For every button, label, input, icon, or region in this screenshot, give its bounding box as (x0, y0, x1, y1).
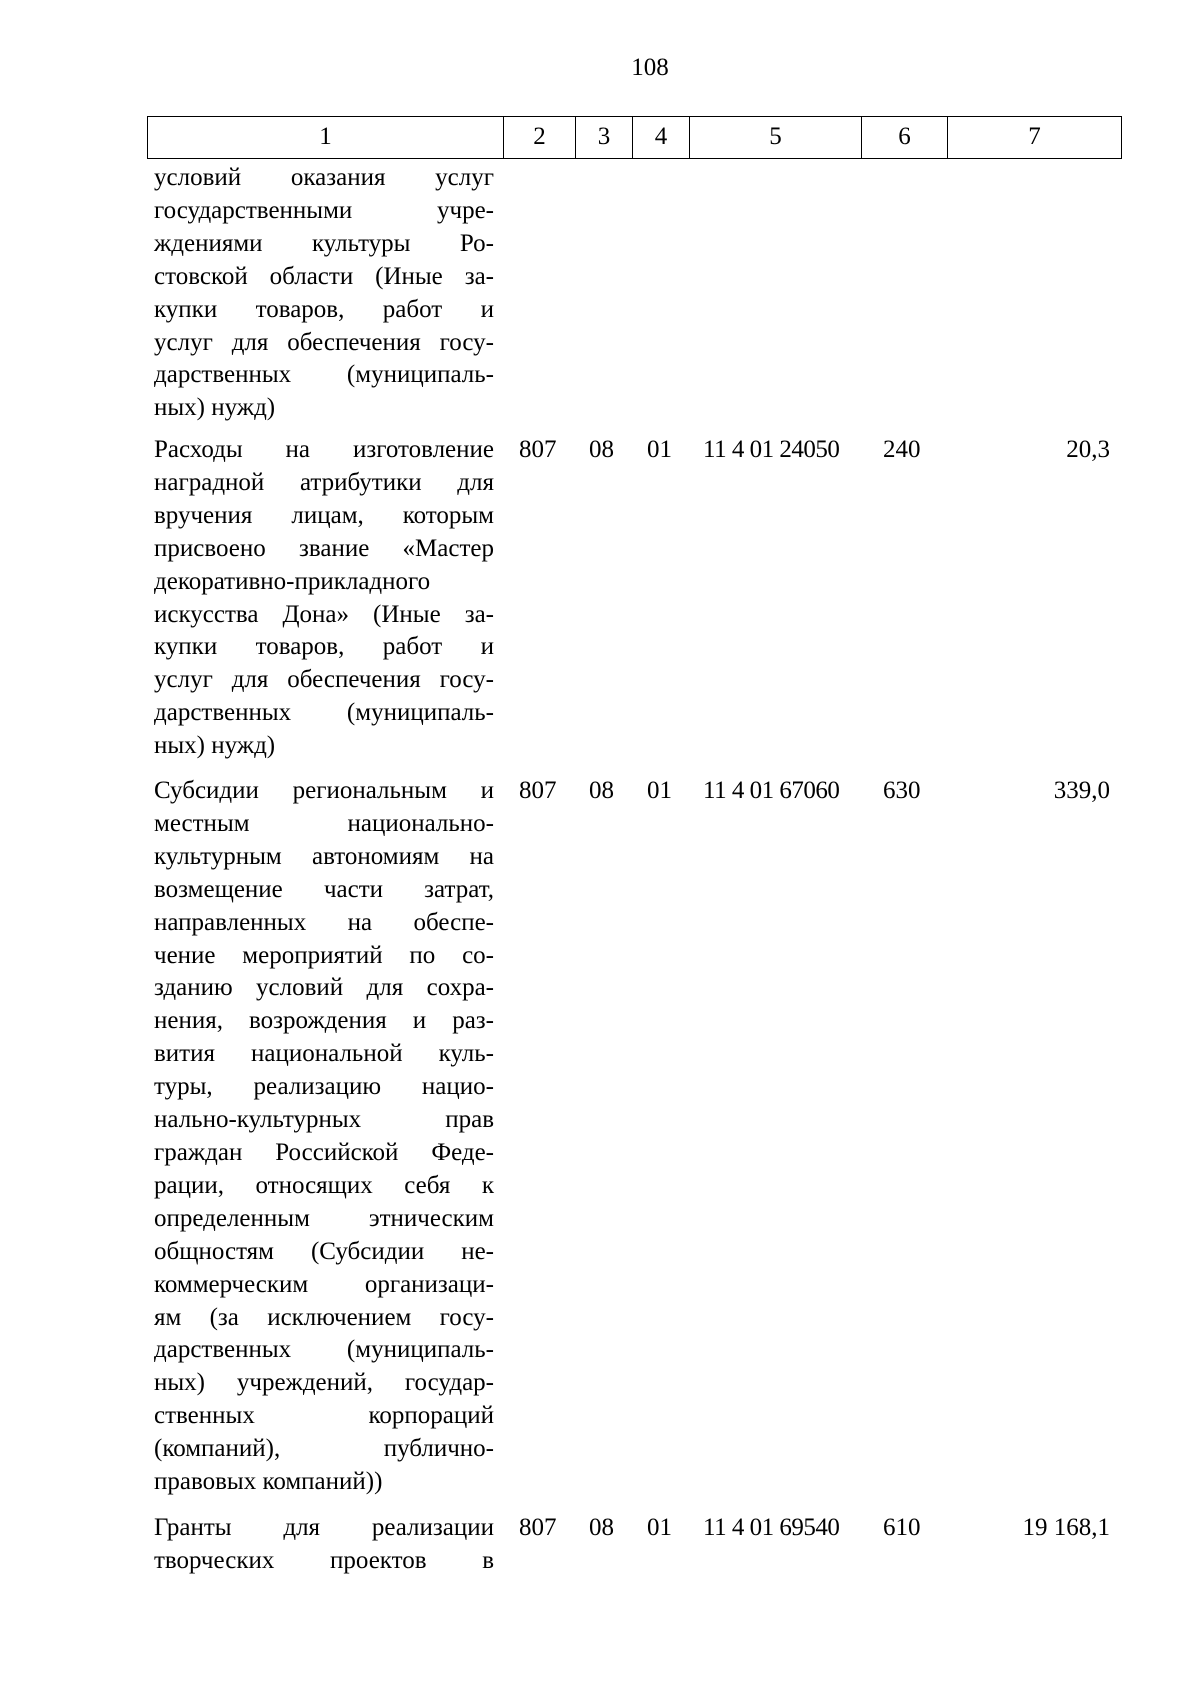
description-line: ных) нужд) (154, 394, 276, 422)
table-header-row (147, 116, 1122, 159)
description-line: Гранты для реализации (154, 1514, 494, 1541)
description-line: туры, реализацию нацио- (154, 1073, 494, 1101)
description-line: дарственных (муниципаль- (154, 361, 494, 389)
description-line: дарственных (муниципаль- (154, 1336, 494, 1364)
description-line: рации, относящих себя к (154, 1171, 494, 1199)
description-line: наградной атрибутики для (154, 468, 494, 496)
cell-amount: 19 168,1 (1022, 1514, 1110, 1541)
cell-expense-type-code: 240 (883, 436, 921, 463)
cell-subsection-code: 01 (647, 1514, 672, 1541)
page-number: 108 (631, 54, 669, 81)
cell-ministry-code: 807 (519, 777, 557, 804)
description-line: ных) нужд) (154, 732, 276, 760)
description-line: декоративно-прикладного (154, 567, 431, 595)
cell-expense-type-code: 630 (883, 777, 921, 804)
description-line: ных) учреждений, государ- (154, 1369, 494, 1397)
description-line: направленных на обеспе- (154, 908, 494, 936)
column-header-3: 3 (576, 117, 633, 158)
cell-section-code: 08 (589, 777, 614, 804)
cell-ministry-code: 807 (519, 1514, 557, 1541)
description-line: купки товаров, работ и (154, 633, 494, 661)
column-header-1: 1 (148, 117, 504, 158)
description-line: граждан Российской Феде- (154, 1138, 494, 1166)
cell-amount: 20,3 (1066, 436, 1110, 463)
description-line: искусства Дона» (Иные за- (154, 600, 494, 628)
description-line: местным национально- (154, 809, 494, 837)
description-line: Расходы на изготовление (154, 436, 494, 463)
row-description (154, 162, 494, 425)
description-line: определенным этническим (154, 1204, 494, 1232)
description-line: ждениями культуры Ро- (154, 229, 494, 257)
row-description (154, 1512, 494, 1578)
description-line: услуг для обеспечения госу- (154, 666, 494, 694)
cell-target-item-code: 11 4 01 69540 (703, 1514, 840, 1541)
row-description (154, 775, 494, 1499)
description-line: возмещение части затрат, (154, 875, 494, 903)
description-line: дарственных (муниципаль- (154, 699, 494, 727)
description-line: творческих проектов в (154, 1546, 494, 1574)
description-line: чение мероприятий по со- (154, 941, 494, 969)
description-line: культурным автономиям на (154, 842, 494, 870)
description-line: вручения лицам, которым (154, 501, 494, 529)
cell-expense-type-code: 610 (883, 1514, 921, 1541)
column-header-7: 7 (1028, 123, 1041, 151)
cell-ministry-code: 807 (519, 436, 557, 463)
cell-section-code: 08 (589, 1514, 614, 1541)
description-line: ям (за исключением госу- (154, 1303, 494, 1331)
description-line: коммерческим организаци- (154, 1270, 494, 1298)
description-line: ственных корпораций (154, 1402, 494, 1430)
column-header-4: 4 (633, 117, 690, 158)
cell-target-item-code: 11 4 01 67060 (703, 777, 840, 804)
description-line: нально-культурных прав (154, 1106, 494, 1134)
cell-target-item-code: 11 4 01 24050 (703, 436, 840, 463)
column-header-5: 5 (690, 117, 862, 158)
description-line: стовской области (Иные за- (154, 262, 494, 290)
description-line: (компаний), публично- (154, 1435, 494, 1463)
description-line: общностям (Субсидии не- (154, 1237, 494, 1265)
cell-section-code: 08 (589, 436, 614, 463)
column-header-2: 2 (504, 117, 576, 158)
description-line: зданию условий для сохра- (154, 974, 494, 1002)
description-line: нения, возрождения и раз- (154, 1007, 494, 1035)
description-line: вития национальной куль- (154, 1040, 494, 1068)
description-line: Субсидии региональным и (154, 777, 494, 804)
row-description (154, 434, 494, 763)
cell-amount: 339,0 (1053, 777, 1110, 804)
description-line: условий оказания услуг (154, 164, 494, 191)
description-line: присвоено звание «Мастер (154, 534, 494, 562)
description-line: услуг для обеспечения госу- (154, 328, 494, 356)
description-line: правовых компаний)) (154, 1468, 383, 1496)
description-line: купки товаров, работ и (154, 295, 494, 323)
cell-subsection-code: 01 (647, 436, 672, 463)
cell-subsection-code: 01 (647, 777, 672, 804)
column-header-6: 6 (862, 117, 948, 158)
description-line: государственными учре- (154, 196, 494, 224)
